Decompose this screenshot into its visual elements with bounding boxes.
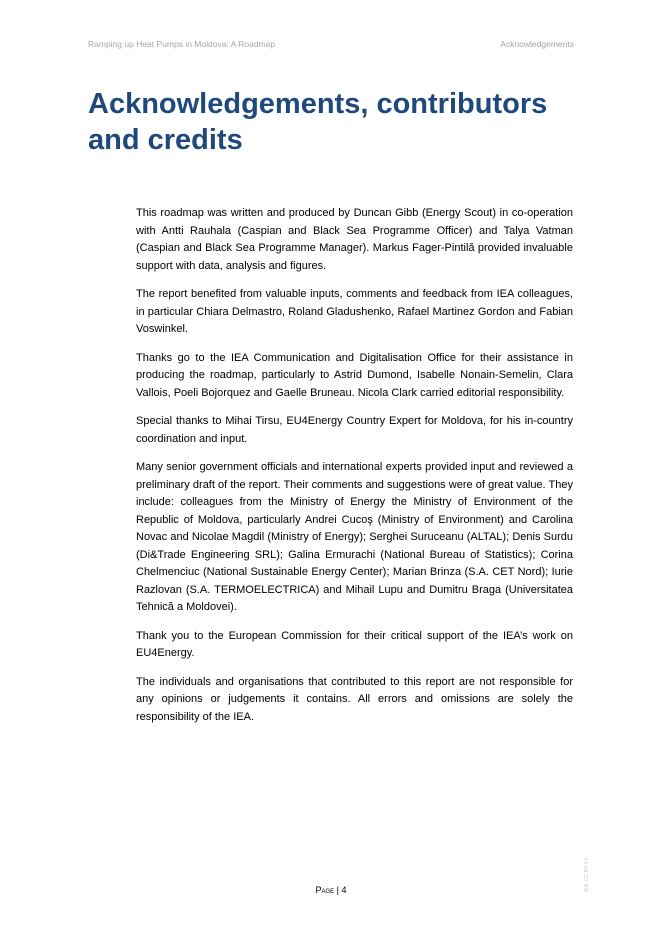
page-title: Acknowledgements, contributors and credits [88,88,548,156]
paragraph-communication-office: Thanks go to the IEA Communication and Digitalisation Office for their assistance in producing the roadmap, particularly to Astrid Dumond, Isabelle Nonain-Semelin, Clara Vallois, Poeli Bojorquez and Gaelle Bruneau. Nicola Clark carried editorial responsibility. [136,351,573,399]
paragraph-authors: This roadmap was written and produced by Duncan Gibb (Energy Scout) in co-operation with Antti Rauhala (Caspian and Black Sea Programme Officer) and Talya Vatman (Caspian and Black Sea Programme Manager). Markus Fager-Pintilă provided invaluable support with data, analysis and figures. [136,207,573,272]
page-number-footer [0,885,662,895]
paragraph-iea-colleagues: The report benefited from valuable inputs, comments and feedback from IEA colleagues, in particular Chiara Delmastro, Roland Gladushenko, Rafael Martinez Gordon and Fabian Voswinkel. [136,288,573,335]
running-header [88,39,574,51]
page-label: Page [315,885,335,895]
license-credit: IEA. CC BY 4.0. [584,856,590,892]
page-separator: | [336,885,339,895]
paragraph-disclaimer: The individuals and organisations that contributed to this report are not responsible for any opinions or judgements it contains. All errors and omissions are solely the responsibility of the IEA. [136,675,573,723]
acknowledgements-body [136,205,573,737]
section-name: Acknowledgements [500,39,574,49]
paragraph-special-thanks: Special thanks to Mihai Tirsu, EU4Energy Country Expert for Moldova, for his in-country coordination and input. [136,415,573,445]
paragraph-reviewers: Many senior government officials and international experts provided input and reviewed a preliminary draft of the report. Their comments and suggestions were of great value. They include: colleagues from the Ministry of Energy the Ministry of Environment of the Republic of Moldova, particularly Andrei Cucoş (Ministry of Environment) and Carolina Novac and Nicolae Magdil (Ministry of Energy); Serghei Suruceanu (ALTAL); Denis Surdu (Di&Trade Engineering SRL); Galina Ermurachi (National Bureau of Statistics); Corina Chelmenciuc (National Sustainable Energy Center); Marian Brinza (S.A. CET Nord); Iurie Razlovan (S.A. TERMOELECTRICA) and Mihail Lupu and Dumitru Braga (Universitatea Tehnică a Moldovei). [136,461,573,613]
paragraph-european-commission: Thank you to the European Commission for their critical support of the IEA’s work on EU4Energy. [136,629,573,659]
document-title: Ramping up Heat Pumps in Moldova: A Roadmap [88,39,276,49]
page-number: 4 [341,885,347,895]
